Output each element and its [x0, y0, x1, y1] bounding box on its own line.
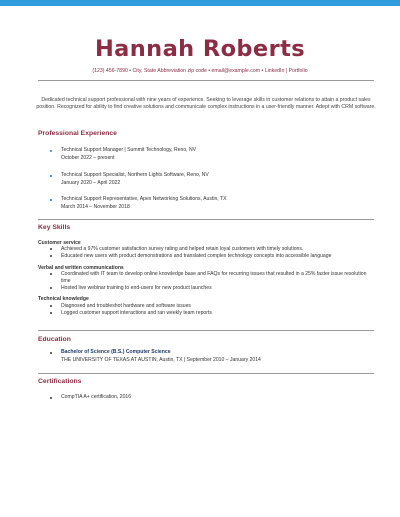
- skill-group-heading: Customer service: [38, 240, 81, 246]
- skill-item: Educated new users with product demonstrations and translated complex technology concepts into accessible language: [50, 253, 372, 260]
- experience-role: Technical Support Manager | Summit Technology, Reno, NV: [61, 147, 197, 153]
- bullet-icon: [50, 150, 52, 152]
- section-divider: [38, 330, 374, 331]
- experience-dates: January 2020 – April 2022: [61, 179, 121, 186]
- skill-item: Diagnosed and troubleshot hardware and software issues: [50, 303, 372, 310]
- experience-item: [50, 147, 370, 163]
- skill-group-heading: Technical knowledge: [38, 296, 89, 302]
- certification-item: [50, 394, 370, 402]
- experience-item: [50, 196, 370, 212]
- education-item: [50, 349, 370, 364]
- certifications-heading: Certifications: [38, 378, 82, 385]
- section-divider: [38, 219, 374, 220]
- bullet-icon: [50, 175, 52, 177]
- skill-item: Logged customer support interactions and ran weekly team reports: [50, 310, 372, 317]
- section-divider: [38, 373, 374, 374]
- bullet-icon: [50, 397, 52, 399]
- degree-name: Bachelor of Science (B.S.) Computer Science: [61, 349, 171, 355]
- top-accent-bar: [0, 0, 400, 6]
- bullet-icon: [50, 352, 52, 354]
- skill-item: Coordinated with IT team to develop online knowledge base and FAQs for recurring issues that resulted in a 25% faster issue resolution time: [50, 271, 372, 285]
- experience-role: Technical Support Specialist, Northern Lights Software, Reno, NV: [61, 172, 209, 178]
- school-line: THE UNIVERSITY OF TEXAS AT AUSTIN, Austin, TX | September 2010 – January 2014: [61, 356, 261, 363]
- skills-heading: Key Skills: [38, 224, 71, 231]
- experience-dates: October 2022 – present: [61, 154, 115, 161]
- experience-item: [50, 172, 370, 188]
- skill-item: Achieved a 97% customer satisfaction survey rating and helped retain loyal customers with timely solutions.: [50, 246, 372, 253]
- header-divider: [38, 80, 374, 81]
- contact-line: (123) 456-7890 • City, State Abbreviation zip code • email@example.com • LinkedIn | Portfolio: [92, 68, 308, 74]
- bullet-icon: [50, 199, 52, 201]
- education-heading: Education: [38, 336, 71, 343]
- resume-name: Hannah Roberts: [94, 36, 306, 62]
- skill-group-heading: Verbal and written communications: [38, 265, 124, 271]
- experience-dates: March 2014 – November 2018: [61, 203, 130, 210]
- summary-paragraph: Dedicated technical support professional with nine years of experience. Seeking to leverage skills in customer relations to attain a product sales position. Recognized for ability to find creative solutions and communicate complex instructions in a user-friendly manner. Adept with CRM software.: [36, 97, 376, 111]
- certification-text: CompTIA A+ certification, 2016: [61, 394, 132, 400]
- experience-role: Technical Support Representative, Apex Networking Solutions, Austin, TX: [61, 196, 227, 202]
- skill-item: Hosted live webinar training to end-users for new product launches: [50, 285, 372, 292]
- experience-heading: Professional Experience: [38, 130, 117, 137]
